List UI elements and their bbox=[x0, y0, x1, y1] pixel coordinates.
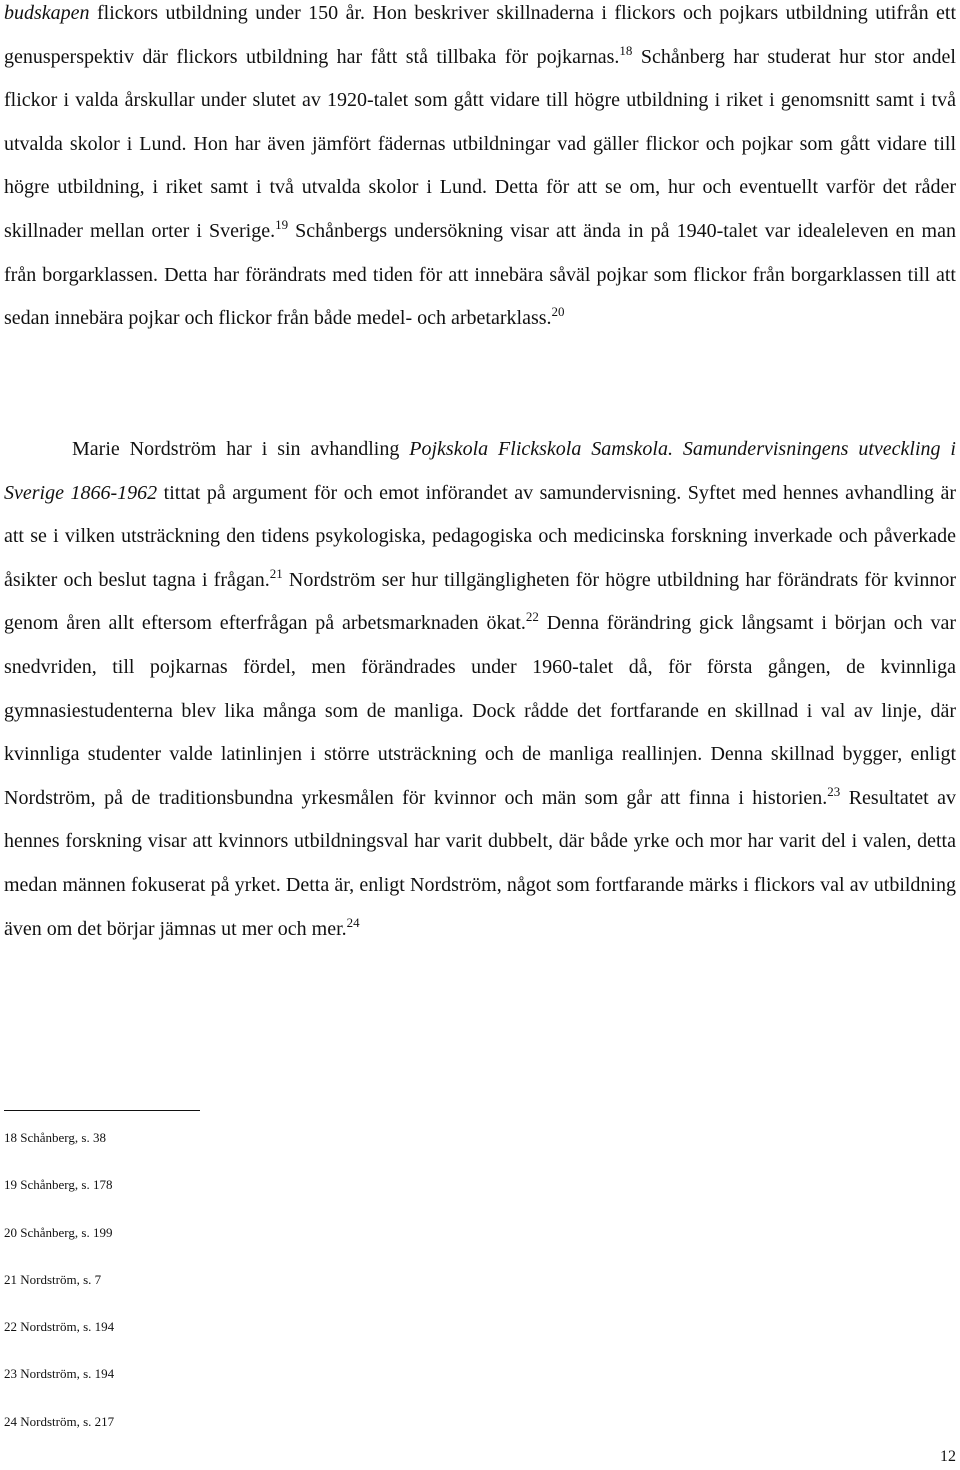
text-run: Marie Nordström har i sin avhandling bbox=[72, 438, 410, 460]
page-number: 12 bbox=[940, 1448, 956, 1465]
footnote-separator bbox=[4, 1110, 200, 1111]
footnote-ref-19[interactable]: 19 bbox=[275, 216, 289, 232]
paragraph-nordstrom bbox=[4, 428, 956, 951]
document-page bbox=[4, 0, 956, 1470]
text-run: Denna förändring gick långsamt i början och var snedvriden, till pojkarnas fördel, men förändrades under 1960-talet då, för första gången, de kvinnliga gymnasiestudenterna blev lika många som de manliga. Dock rådde det fortfarande en skillnad i val av linje, där kvinnliga studenter valde latinlinjen i större utsträckning och de manliga reallinjen. Denna skillnad bygger, enligt Nordström, på de traditionsbundna yrkesmålen för kvinnor och män som går att finna i historien. bbox=[4, 612, 956, 809]
text-run: tittat på argument för och emot införandet av samundervisning. Syftet med hennes avhandling är att se i vilken utsträckning den tidens psykologiska, pedagogiska och medicinska forskning inverkade och påverkade åsikter och beslut tagna i frågan. bbox=[4, 481, 956, 591]
footnote-ref-24[interactable]: 24 bbox=[346, 914, 360, 930]
footnote-19: 19 Schånberg, s. 178 bbox=[4, 1177, 113, 1193]
footnote-21: 21 Nordström, s. 7 bbox=[4, 1271, 102, 1287]
footnote-20: 20 Schånberg, s. 199 bbox=[4, 1224, 113, 1240]
paragraph-schanberg bbox=[4, 0, 956, 341]
text-run: flickors utbildning under 150 år. Hon beskriver skillnaderna i flickors och pojkars utbildning utifrån ett genusperspektiv där flickors utbildning har fått stå tillbaka för pojkarnas. bbox=[4, 2, 956, 68]
footnote-ref-18[interactable]: 18 bbox=[619, 42, 633, 58]
footnotes bbox=[4, 1128, 604, 1459]
footnote-ref-22[interactable]: 22 bbox=[525, 609, 539, 625]
text-run: Resultatet av hennes forskning visar att kvinnors utbildningsval har varit dubbelt, där både yrke och mor har varit del i valen, detta medan männen fokuserat på yrket. Detta är, enligt Nordström, något som fortfarande märks i flickors val av utbildning även om det börjar jämnas ut mer och mer. bbox=[4, 786, 956, 940]
footnote-22: 22 Nordström, s. 194 bbox=[4, 1319, 115, 1335]
dissertation-title: Pojkskola Flickskola Samskola. Samundervisningens utveckling i Sverige 1866-1962 bbox=[4, 438, 956, 504]
footnote-24: 24 Nordström, s. 217 bbox=[4, 1413, 115, 1429]
footnote-ref-20[interactable]: 20 bbox=[551, 304, 565, 320]
text-run: Schånbergs undersökning visar att ända in på 1940-talet var idealeleven en man från borgarklassen. Detta har förändrats med tiden för att innebära såväl pojkar som flickor från borgarklassen till att sedan innebära pojkar och flickor från både medel- och arbetarklass. bbox=[4, 219, 956, 330]
text-run: Nordström ser hur tillgängligheten för högre utbildning har förändrats för kvinnor genom åren allt eftersom efterfrågan på arbetsmarknaden ökat. bbox=[4, 568, 956, 635]
footnote-18: 18 Schånberg, s. 38 bbox=[4, 1130, 106, 1145]
footnote-ref-23[interactable]: 23 bbox=[827, 783, 841, 799]
footnote-23: 23 Nordström, s. 194 bbox=[4, 1366, 115, 1382]
footnote-ref-21[interactable]: 21 bbox=[269, 565, 283, 581]
italic-word: budskapen bbox=[4, 2, 90, 24]
text-run: Schånberg har studerat hur stor andel flickor i valda årskullar under slutet av 1920-talet som gått vidare till högre utbildning i riket i genomsnitt samt i två utvalda skolor i Lund. Hon har även jämfört fädernas utbildningar vad gäller flickor och pojkar som gått vidare till högre utbildning, i riket samt i två utvalda skolor i Lund. Detta för att se om, hur och eventuellt varför det råder skillnader mellan orter i Sverige. bbox=[4, 45, 956, 242]
